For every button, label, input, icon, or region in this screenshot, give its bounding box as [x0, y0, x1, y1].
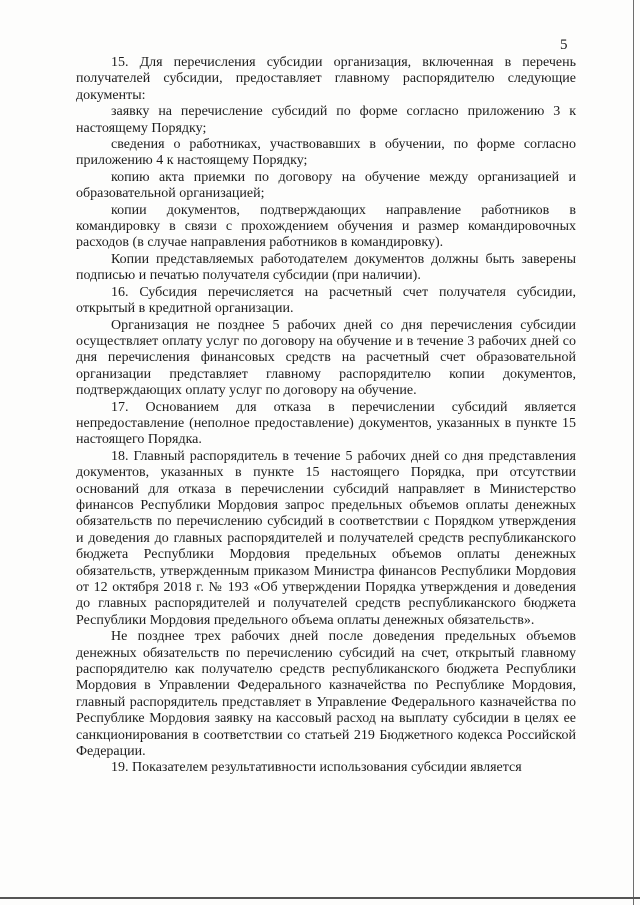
page-number: 5	[560, 37, 568, 53]
paragraph-payment-terms: Организация не позднее 5 рабочих дней со дня перечисления субсидии осуществляет оплату услуг по договору на обучение и в течение 3 рабочих дней со дня перечисления финансовых средств на расчетный счет образовательной организации представляет главному распорядителю копии документов, подтверждающих оплату услуг по договору на обучение.	[76, 317, 576, 399]
document-body	[76, 55, 576, 777]
paragraph-treasury: Не позднее трех рабочих дней после доведения предельных объемов денежных обязательств по перечислению субсидий на счет, открытый главному распорядителю как получателю средств республиканского бюджета Республики Мордовия в Управлении Федерального казначейства по Республике Мордовия, главный распорядитель представляет в Управление Федерального казначейства по Республике Мордовия заявку на кассовый расход на выплату субсидии в целях ее санкционирования в соответствии со статьей 219 Бюджетного кодекса Российской Федерации.	[76, 629, 576, 760]
paragraph-employee-info: сведения о работниках, участвовавших в обучении, по форме согласно приложению 4 к настоящему Порядку;	[76, 137, 576, 169]
page-edge-bottom	[0, 897, 640, 899]
paragraph-17: 17. Основанием для отказа в перечислении субсидий является непредоставление (неполное предоставление) документов, указанных в пункте 15 настоящего Порядка.	[76, 399, 576, 448]
paragraph-18: 18. Главный распорядитель в течение 5 рабочих дней со дня представления документов, указанных в пункте 15 настоящего Порядка, при отсутствии оснований для отказа в перечислении субсидий направляет в Министерство финансов Республики Мордовия запрос предельных объемов оплаты денежных обязательств по перечислению субсидий в соответствии с Порядком утверждения и доведения до главных распорядителей и получателей средств республиканского бюджета Республики Мордовия предельных объемов оплаты денежных обязательств, утвержденным приказом Министра финансов Республики Мордовия от 12 октября 2018 г. № 193 «Об утверждении Порядка утверждения и доведения до главных распорядителей и получателей средств республиканского бюджета Республики Мордовия предельного объема оплаты денежных обязательств».	[76, 448, 576, 628]
paragraph-application: заявку на перечисление субсидий по форме согласно приложению 3 к настоящему Порядку;	[76, 104, 576, 136]
paragraph-copies-certified: Копии представляемых работодателем документов должны быть заверены подписью и печатью получателя субсидии (при наличии).	[76, 251, 576, 284]
paragraph-15: 15. Для перечисления субсидии организация, включенная в перечень получателей субсидии, предоставляет главному распорядителю следующие документы:	[76, 55, 576, 103]
paragraph-acceptance-act: копию акта приемки по договору на обучение между организацией и образовательной организацией;	[76, 169, 576, 202]
paragraph-16: 16. Субсидия перечисляется на расчетный счет получателя субсидии, открытый в кредитной организации.	[76, 284, 576, 317]
page-edge-right	[633, 0, 634, 905]
paragraph-19: 19. Показателем результативности использования субсидии является	[111, 760, 522, 776]
paragraph-business-trip-docs: копии документов, подтверждающих направление работников в командировку в связи с прохождением обучения и размер командировочных расходов (в случае направления работников в командировку).	[76, 202, 576, 251]
